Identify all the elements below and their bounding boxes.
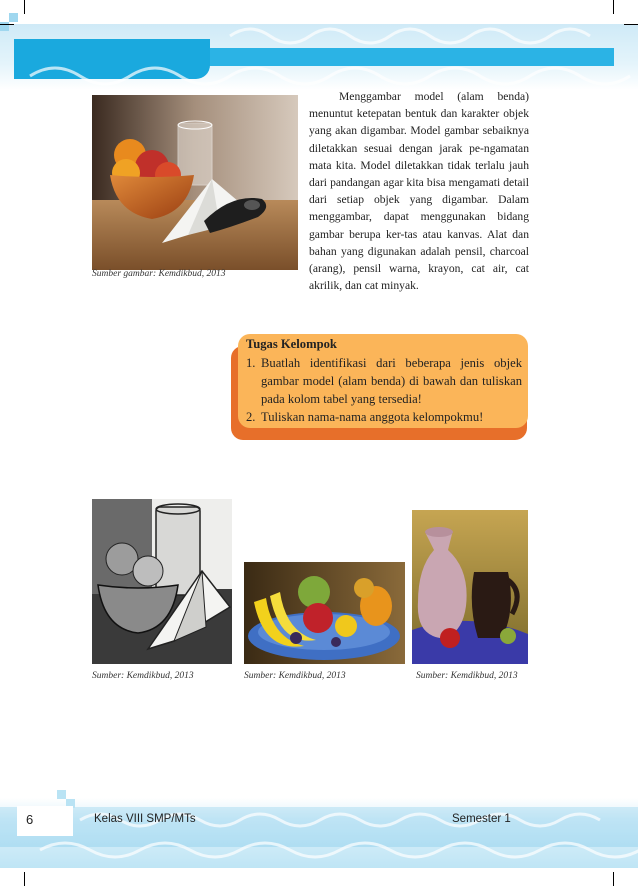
header-ornament — [0, 24, 638, 90]
crop-mark — [24, 872, 25, 886]
footer-ornament — [0, 798, 638, 868]
fruit-caption: Sumber: Kemdikbud, 2013 — [244, 671, 346, 681]
body-text: Menggambar model (alam benda) menuntut ketepatan bentuk dan karakter objek yang akan digambar. Model gambar sebaiknya diletakkan sesuai dengan jarak pe-ngamatan mata kita. Model diletakkan tidak terlalu jauh dari pandangan agar kita bisa mengamati detail dari setiap objek yang digambar. Dalam menggambar, dapat menggunakan bidang gambar berupa ker-tas atau kanvas. Alat dan bahan yang digunakan adalah pensil, charcoal (arang), pensil warna, krayon, cat air, cat akrilik, dan cat minyak. — [309, 90, 529, 293]
task-list — [246, 354, 522, 426]
task-item-number: 2. — [246, 410, 256, 424]
jug-still-life-image — [412, 510, 528, 664]
header-band — [0, 24, 638, 90]
crop-mark — [0, 24, 14, 25]
jug-caption: Sumber: Kemdikbud, 2013 — [416, 671, 518, 681]
task-item-text: Buatlah identifikasi dari beberapa jenis objek gambar model (alam benda) di bawah dan tuliskan pada kolom tabel yang tersedia! — [261, 356, 522, 406]
task-item-number: 1. — [246, 356, 256, 370]
task-item — [246, 408, 522, 426]
top-image-caption: Sumber gambar: Kemdikbud, 2013 — [92, 269, 226, 279]
footer-pixel — [57, 790, 66, 799]
footer-book-title: Kelas VIII SMP/MTs — [94, 813, 196, 825]
footer-semester: Semester 1 — [452, 813, 511, 825]
task-item — [246, 354, 522, 408]
crop-mark — [24, 0, 25, 14]
still-life-photo — [92, 95, 298, 270]
footer-band — [0, 798, 638, 868]
sketch-caption: Sumber: Kemdikbud, 2013 — [92, 671, 194, 681]
fruit-bowl-image — [244, 562, 405, 664]
crop-mark — [613, 872, 614, 886]
crop-mark — [613, 0, 614, 14]
body-paragraph — [309, 88, 529, 294]
pencil-sketch-image — [92, 499, 232, 664]
task-item-text: Tuliskan nama-nama anggota kelompokmu! — [261, 410, 484, 424]
task-title: Tugas Kelompok — [246, 337, 337, 351]
header-pixel — [9, 13, 18, 22]
crop-mark — [624, 24, 638, 25]
page-number: 6 — [26, 812, 34, 827]
